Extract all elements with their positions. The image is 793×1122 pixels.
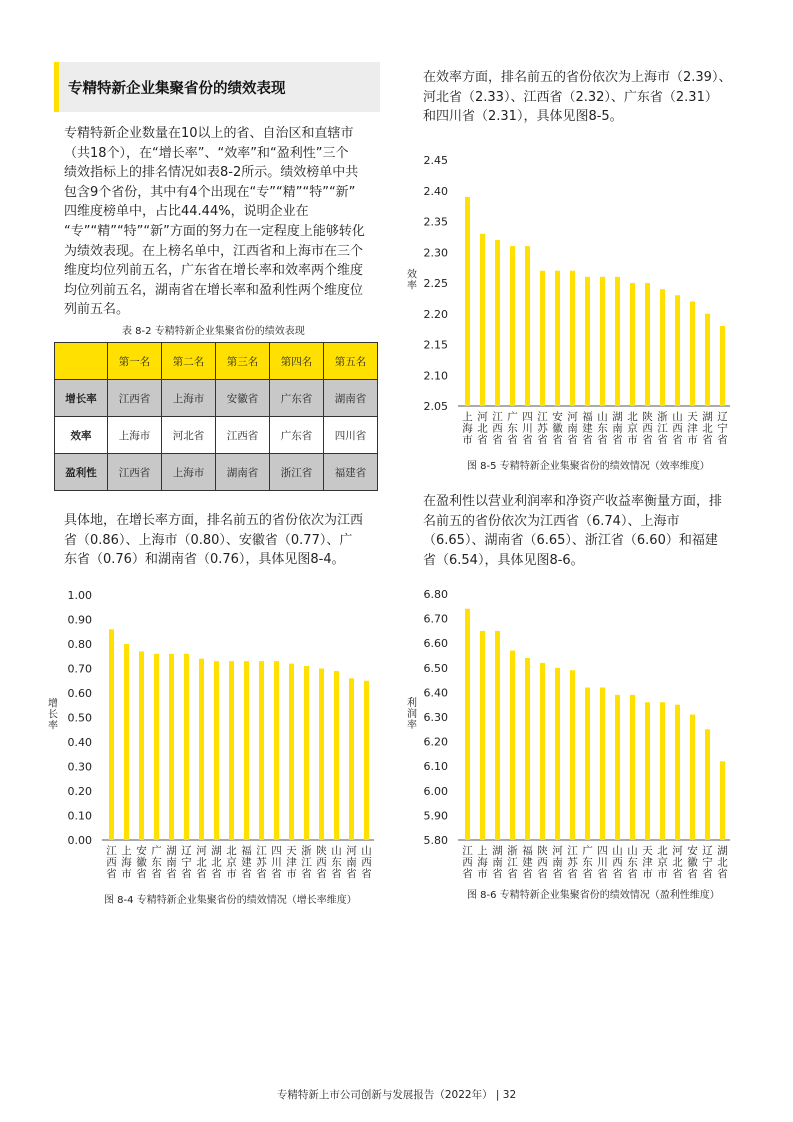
- profit-line: 名前五的省份依次为江西省（6.74）、上海市: [423, 513, 680, 529]
- bar: [675, 295, 680, 406]
- x-tick-label: 北京市: [657, 845, 668, 880]
- profit-chart-caption: 图 8-6 专精特新企业集聚省份的绩效情况（盈利性维度）: [467, 890, 720, 901]
- y-tick-label: 0.00: [67, 834, 92, 847]
- y-axis-label: 增长率: [48, 698, 58, 732]
- x-tick-label: 安徽省: [136, 845, 147, 880]
- bar: [465, 197, 470, 406]
- y-tick-label: 2.45: [423, 154, 448, 167]
- y-axis-label: 效率: [407, 269, 417, 292]
- table-row: [55, 454, 378, 491]
- y-tick-label: 2.15: [423, 338, 448, 352]
- x-tick-label: 天津市: [286, 845, 297, 880]
- bar: [690, 301, 695, 406]
- table-row: [55, 380, 378, 417]
- section-title: 专精特新企业集聚省份的绩效表现: [68, 81, 286, 97]
- bar: [184, 654, 189, 840]
- table-header-cell: 第一名: [108, 343, 162, 380]
- y-tick-label: 5.80: [423, 834, 448, 847]
- table-caption: 表 8-2 专精特新企业集聚省份的绩效表现: [122, 326, 305, 337]
- x-tick-label: 福建省: [522, 845, 533, 880]
- table-cell: 广东省: [270, 380, 324, 417]
- x-tick-label: 河北省: [672, 845, 683, 880]
- x-tick-label: 辽宁省: [702, 845, 713, 880]
- bar: [615, 277, 620, 406]
- bar: [510, 246, 515, 406]
- x-tick-label: 陕西省: [642, 411, 653, 446]
- x-tick-label: 河南省: [552, 845, 563, 880]
- efficiency-paragraph: [423, 68, 743, 127]
- x-tick-label: 山东省: [627, 845, 638, 880]
- y-tick-label: 2.30: [423, 246, 448, 260]
- x-tick-label: 上海市: [121, 845, 132, 880]
- x-tick-label: 陕西省: [316, 845, 327, 880]
- y-tick-label: 6.60: [423, 637, 448, 651]
- table-cell: 福建省: [324, 454, 378, 491]
- x-tick-label: 江西省: [492, 411, 503, 446]
- intro-line: 均位列前五名，湖南省在增长率和盈利性两个维度位: [64, 282, 364, 298]
- table-header-cell: 第四名: [270, 343, 324, 380]
- bar: [525, 658, 530, 840]
- profit-paragraph: [423, 492, 743, 570]
- bar: [199, 659, 204, 840]
- x-tick-label: 湖北省: [702, 411, 713, 446]
- x-tick-label: 四川省: [522, 411, 533, 446]
- bar: [465, 609, 470, 840]
- x-tick-label: 浙江省: [507, 845, 518, 880]
- x-tick-label: 湖北省: [211, 845, 222, 880]
- x-tick-label: 安徽省: [687, 845, 698, 880]
- bar: [274, 661, 279, 840]
- x-tick-label: 山西省: [361, 845, 372, 880]
- y-tick-label: 5.90: [423, 809, 448, 823]
- intro-line: 列前五名。: [64, 302, 130, 318]
- bar: [525, 246, 530, 406]
- bar: [630, 695, 635, 840]
- bar: [600, 687, 605, 840]
- bar: [495, 240, 500, 406]
- x-tick-label: 浙江省: [301, 845, 312, 880]
- x-tick-label: 天津市: [687, 411, 698, 446]
- bar: [334, 671, 339, 840]
- table-cell: 四川省: [324, 417, 378, 454]
- growth-line: 具体地，在增长率方面，排名前五的省份依次为江西: [64, 513, 364, 528]
- table-cell: 湖南省: [216, 454, 270, 491]
- x-tick-label: 山西省: [612, 845, 623, 880]
- table-header-cell: 第三名: [216, 343, 270, 380]
- x-tick-label: 安徽省: [552, 411, 563, 446]
- growth-paragraph: [64, 511, 384, 570]
- table-row: [55, 417, 378, 454]
- section-accent-bar: [54, 62, 59, 112]
- table-cell: 河北省: [162, 417, 216, 454]
- x-tick-label: 湖北省: [717, 845, 728, 880]
- x-tick-label: 河南省: [567, 411, 578, 446]
- x-tick-label: 河北省: [477, 411, 488, 446]
- bar: [600, 277, 605, 406]
- intro-line: 专精特新企业数量在10以上的省、自治区和直辖市: [64, 126, 354, 141]
- x-tick-label: 陕西省: [537, 845, 548, 880]
- efficiency-bar-chart: [400, 150, 740, 448]
- y-tick-label: 0.60: [67, 687, 92, 700]
- bar: [570, 670, 575, 840]
- bar: [540, 271, 545, 406]
- bar: [585, 687, 590, 840]
- bar: [364, 681, 369, 840]
- table-header-cell: [55, 343, 108, 380]
- bar: [555, 668, 560, 840]
- x-tick-label: 福建省: [582, 411, 593, 446]
- efficiency-line: 河北省（2.33）、江西省（2.32）、广东省（2.31）: [423, 89, 718, 105]
- y-tick-label: 1.00: [67, 589, 92, 602]
- page-footer: 专精特新上市公司创新与发展报告（2022年） | 32: [276, 1089, 517, 1101]
- x-tick-label: 湖南省: [166, 845, 177, 880]
- x-tick-label: 河南省: [346, 845, 357, 880]
- x-tick-label: 湖南省: [612, 411, 623, 446]
- y-tick-label: 0.20: [67, 785, 92, 798]
- table-row-header: 盈利性: [55, 454, 108, 491]
- y-tick-label: 6.50: [423, 661, 448, 675]
- bar: [510, 651, 515, 840]
- x-tick-label: 浙江省: [657, 411, 668, 446]
- intro-line: 维度均位列前五名，广东省在增长率和效率两个维度: [64, 263, 364, 279]
- intro-line: （共18个），在“增长率”、“效率”和“盈利性”三个: [64, 145, 349, 161]
- table-cell: 江西省: [216, 417, 270, 454]
- y-tick-label: 6.10: [423, 760, 448, 774]
- table-cell: 安徽省: [216, 380, 270, 417]
- y-tick-label: 0.10: [67, 809, 92, 823]
- bar: [690, 715, 695, 840]
- table-cell: 上海市: [108, 417, 162, 454]
- profit-line: 省（6.54），具体见图8-6。: [423, 552, 584, 568]
- bar: [540, 663, 545, 840]
- intro-line: 四维度榜单中，占比44.44%，说明企业在: [64, 204, 309, 220]
- x-tick-label: 天津市: [642, 845, 653, 880]
- bar: [720, 761, 725, 840]
- bar: [109, 629, 114, 840]
- table-cell: 浙江省: [270, 454, 324, 491]
- table-cell: 上海市: [162, 380, 216, 417]
- efficiency-line: 和四川省（2.31），具体见图8-5。: [423, 109, 623, 125]
- y-tick-label: 2.05: [423, 400, 448, 413]
- profit-line: 在盈利性以营业利润率和净资产收益率衡量方面，排: [423, 494, 723, 509]
- profit-line: （6.65）、湖南省（6.65）、浙江省（6.60）和福建: [423, 533, 718, 549]
- table-header-cell: 第二名: [162, 343, 216, 380]
- bar: [289, 664, 294, 840]
- bar: [495, 631, 500, 840]
- x-tick-label: 四川省: [271, 845, 282, 880]
- bar: [675, 705, 680, 840]
- bar: [244, 661, 249, 840]
- y-tick-label: 2.40: [423, 184, 448, 198]
- table-cell: 广东省: [270, 417, 324, 454]
- y-tick-label: 6.20: [423, 735, 448, 749]
- efficiency-line: 在效率方面，排名前五的省份依次为上海市（2.39）、: [423, 70, 732, 85]
- intro-paragraph: [64, 124, 384, 320]
- table-cell: 湖南省: [324, 380, 378, 417]
- table-cell: 江西省: [108, 454, 162, 491]
- table-header-cell: 第五名: [324, 343, 378, 380]
- intro-line: 为绩效表现。在上榜名单中，江西省和上海市在三个: [64, 243, 364, 259]
- y-tick-label: 2.10: [423, 369, 448, 383]
- y-tick-label: 2.25: [423, 277, 448, 290]
- bar: [660, 702, 665, 840]
- y-axis-label: 利润率: [407, 698, 417, 731]
- table-cell: 江西省: [108, 380, 162, 417]
- section-header: [54, 62, 380, 112]
- table-cell: 上海市: [162, 454, 216, 491]
- bar: [214, 661, 219, 840]
- x-tick-label: 湖南省: [492, 845, 503, 880]
- growth-bar-chart: [40, 585, 380, 880]
- y-tick-label: 0.50: [67, 711, 92, 725]
- bar: [705, 729, 710, 840]
- x-tick-label: 上海市: [477, 845, 488, 880]
- bar: [259, 661, 264, 840]
- growth-line: 省（0.86）、上海市（0.80）、安徽省（0.77）、广: [64, 532, 353, 548]
- y-tick-label: 6.80: [423, 588, 448, 601]
- table-row-header: 增长率: [55, 380, 108, 417]
- y-tick-label: 0.30: [67, 760, 92, 774]
- table-row-header: 效率: [55, 417, 108, 454]
- x-tick-label: 山东省: [597, 411, 608, 446]
- bar: [720, 326, 725, 406]
- x-tick-label: 山东省: [331, 845, 342, 880]
- x-tick-label: 江苏省: [537, 411, 548, 446]
- x-tick-label: 广东省: [151, 845, 162, 880]
- y-tick-label: 6.00: [423, 784, 448, 798]
- x-tick-label: 辽宁省: [181, 845, 192, 880]
- bar: [319, 669, 324, 841]
- ranking-table: [54, 342, 378, 491]
- x-tick-label: 四川省: [597, 845, 608, 880]
- x-tick-label: 江西省: [106, 845, 117, 880]
- bar: [615, 695, 620, 840]
- bar: [349, 678, 354, 840]
- efficiency-chart-caption: 图 8-5 专精特新企业集聚省份的绩效情况（效率维度）: [467, 461, 710, 472]
- y-tick-label: 6.40: [423, 686, 448, 700]
- y-tick-label: 2.35: [423, 215, 448, 229]
- table-header-row: [55, 343, 378, 380]
- y-tick-label: 6.70: [423, 612, 448, 626]
- bar: [570, 271, 575, 406]
- x-tick-label: 江西省: [462, 845, 473, 880]
- x-tick-label: 河北省: [196, 845, 207, 880]
- intro-line: 绩效指标上的排名情况如表8-2所示。绩效榜单中共: [64, 165, 359, 181]
- intro-line: 包含9个省份，其中有4个出现在“专”“精”“特”“新”: [64, 184, 356, 200]
- bar: [555, 271, 560, 406]
- intro-line: “专”“精”“特”“新”方面的努力在一定程度上能够转化: [64, 223, 365, 239]
- bar: [645, 283, 650, 406]
- bar: [304, 666, 309, 840]
- bar: [630, 283, 635, 406]
- growth-line: 东省（0.76）和湖南省（0.76），具体见图8-4。: [64, 552, 345, 568]
- y-tick-label: 0.80: [67, 638, 92, 651]
- y-tick-label: 0.70: [67, 662, 92, 676]
- x-tick-label: 北京市: [226, 845, 237, 880]
- profit-bar-chart: [400, 585, 740, 880]
- x-tick-label: 广东省: [582, 845, 593, 880]
- bar: [660, 289, 665, 406]
- bar: [480, 631, 485, 840]
- y-tick-label: 6.30: [423, 711, 448, 724]
- x-tick-label: 福建省: [241, 845, 252, 880]
- growth-chart-caption: 图 8-4 专精特新企业集聚省份的绩效情况（增长率维度）: [104, 895, 357, 906]
- x-tick-label: 广东省: [507, 411, 518, 446]
- bar: [705, 314, 710, 406]
- y-tick-label: 0.90: [67, 613, 92, 627]
- x-tick-label: 上海市: [462, 411, 473, 446]
- x-tick-label: 北京市: [627, 411, 638, 446]
- bar: [139, 651, 144, 840]
- bar: [169, 654, 174, 840]
- x-tick-label: 江苏省: [567, 845, 578, 880]
- bar: [124, 644, 129, 840]
- bar: [480, 234, 485, 406]
- bar: [154, 654, 159, 840]
- y-tick-label: 2.20: [423, 307, 448, 321]
- bar: [585, 277, 590, 406]
- bar: [645, 702, 650, 840]
- x-tick-label: 江苏省: [256, 845, 267, 880]
- y-tick-label: 0.40: [67, 736, 92, 749]
- x-tick-label: 辽宁省: [717, 411, 728, 446]
- bar: [229, 661, 234, 840]
- x-tick-label: 山西省: [672, 411, 683, 446]
